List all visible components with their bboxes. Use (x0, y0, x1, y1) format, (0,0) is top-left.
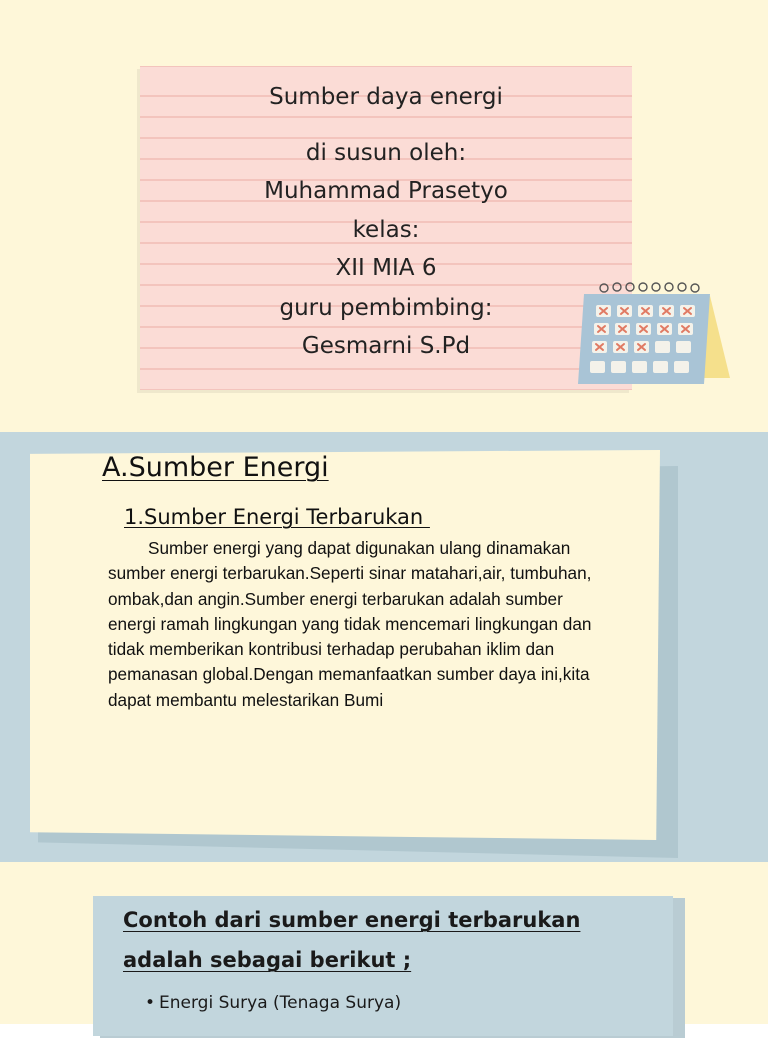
calendar-icon (574, 278, 734, 388)
section-a-slide (0, 432, 768, 862)
cover-author-name: Muhammad Prasetyo (264, 178, 508, 204)
cover-card (140, 66, 632, 390)
section-heading: A.Sumber Energi (102, 452, 329, 483)
cover-teacher-name: Gesmarni S.Pd (301, 333, 471, 359)
examples-list (145, 990, 401, 1016)
section-paragraph: Sumber energi yang dapat digunakan ulang dinamakan sumber energi terbarukan.Seperti sinar matahari,air, tumbuhan, ombak,dan angin.Sumber energi terbarukan adalah sumber energi ramah lingkungan yang tidak mencemari lingkungan dan tidak memberikan kontribusi terhadap perubahan iklim dan pemanasan global.Dengan memanfaatkan sumber daya ini,kita dapat membantu melestarikan Bumi (108, 538, 592, 710)
cover-class-label: kelas: (352, 217, 420, 243)
cover-author-label: di susun oleh: (305, 140, 467, 166)
cover-slide (0, 0, 768, 432)
cover-title: Sumber daya energi (269, 84, 503, 110)
examples-title: Contoh dari sumber energi terbarukan adalah sebagai berikut ; (123, 908, 581, 972)
cover-class-value: XII MIA 6 (335, 255, 437, 281)
section-subheading: 1.Sumber Energi Terbarukan (124, 505, 430, 529)
list-item: • Energi Surya (Tenaga Surya) (145, 990, 401, 1016)
examples-slide (0, 862, 768, 1024)
cover-teacher-label: guru pembimbing: (279, 295, 493, 321)
